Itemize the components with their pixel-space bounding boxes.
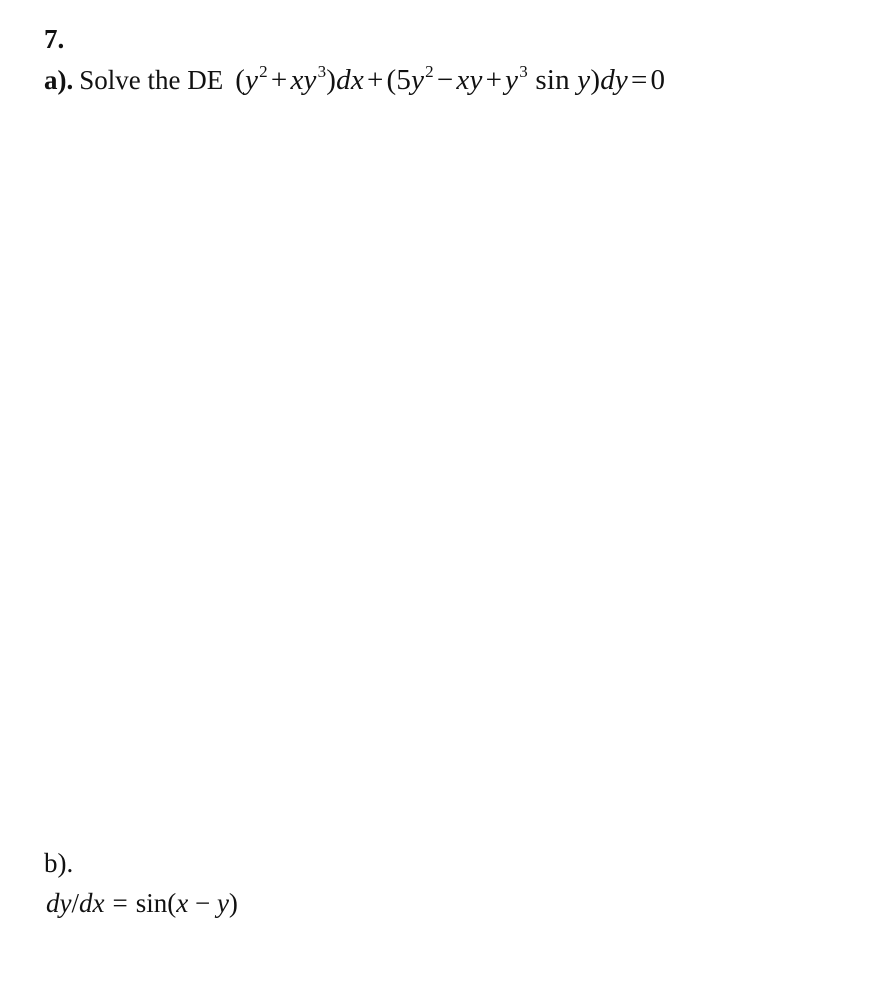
- part-a-equation: $(y^2 + xy^3)dx + (5y^2$ − xy + $y^3$ sin y)dy = 0: [235, 62, 666, 96]
- part-b-equation: dy/dx = sin(x − y): [46, 888, 238, 918]
- part-a-instruction: Solve the DE: [79, 65, 224, 95]
- part-a-label: a).: [44, 65, 74, 95]
- problem-number: 7.: [44, 24, 65, 54]
- answer-space-part-a: [44, 130, 844, 830]
- part-a: [44, 64, 665, 97]
- part-b-label: b).: [44, 848, 74, 878]
